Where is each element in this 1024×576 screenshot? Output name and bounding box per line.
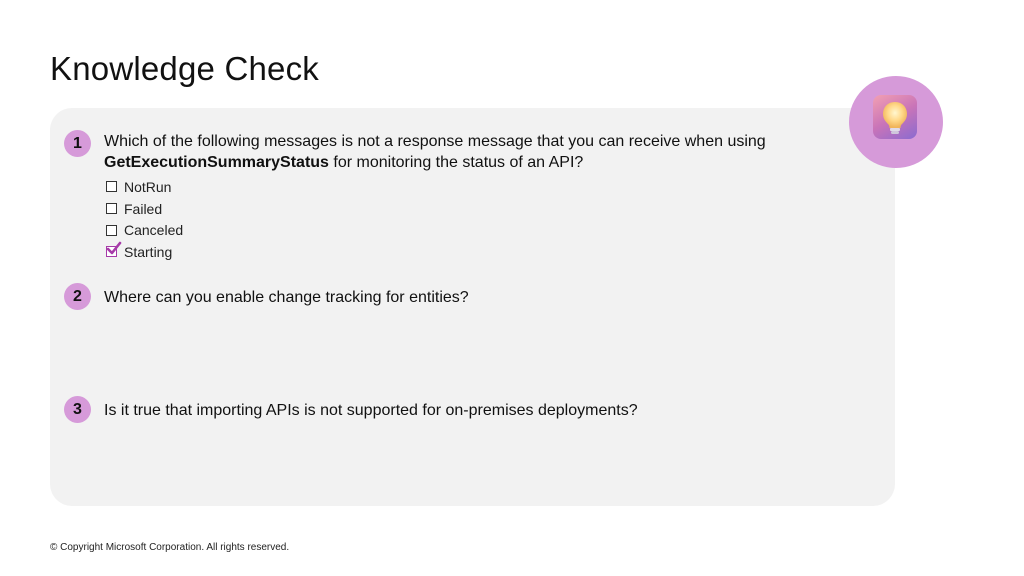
question-1-text-suffix: for monitoring the status of an API?: [328, 154, 584, 171]
question-1-options: [106, 176, 183, 263]
checkbox-canceled[interactable]: [106, 225, 117, 236]
checkbox-starting[interactable]: [106, 246, 117, 257]
option-label: Starting: [124, 243, 173, 260]
question-1-text-prefix: Which of the following messages is not a response message that you can receive when using: [104, 133, 766, 150]
checkbox-failed[interactable]: [106, 203, 117, 214]
question-2-text: Where can you enable change tracking for entities?: [104, 289, 469, 306]
option-label: Canceled: [124, 222, 184, 239]
checkmark-icon: [106, 241, 122, 257]
question-number-2: 2: [64, 283, 91, 310]
question-3-text: Is it true that importing APIs is not supported for on-premises deployments?: [104, 402, 638, 419]
lightbulb-badge: [849, 76, 943, 168]
option-label: NotRun: [124, 178, 172, 195]
question-1-text: [104, 131, 834, 173]
option-failed[interactable]: [106, 198, 183, 220]
lightbulb-icon: [873, 95, 917, 139]
question-1-method-name: GetExecutionSummaryStatus: [104, 154, 329, 171]
checkbox-notrun[interactable]: [106, 181, 117, 192]
page-title: Knowledge Check: [50, 50, 319, 87]
question-number-1: 1: [64, 130, 91, 157]
option-canceled[interactable]: [106, 219, 183, 241]
copyright-footer: © Copyright Microsoft Corporation. All rights reserved.: [50, 542, 290, 553]
option-starting[interactable]: [106, 241, 183, 263]
option-label: Failed: [124, 200, 163, 217]
question-number-3: 3: [64, 396, 91, 423]
option-notrun[interactable]: [106, 176, 183, 198]
